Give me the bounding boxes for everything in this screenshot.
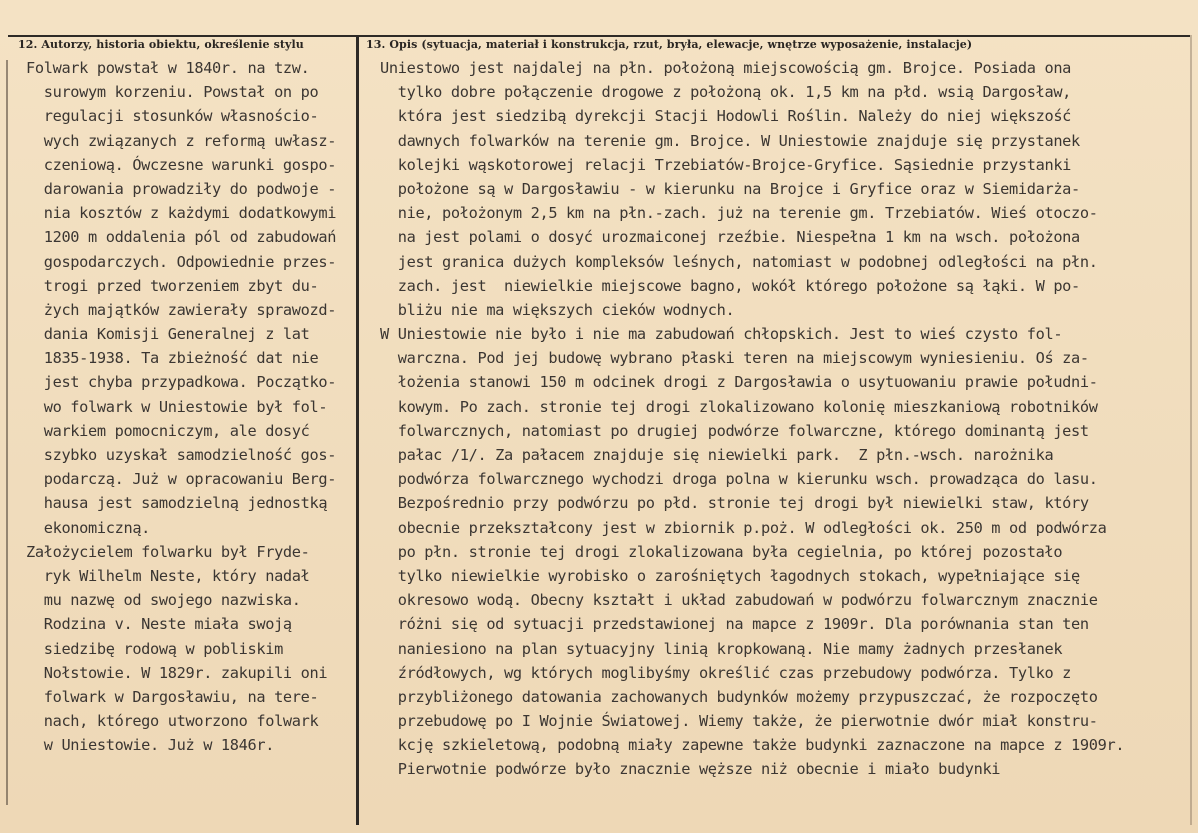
history-text-column <box>26 56 351 757</box>
column-divider <box>356 35 359 825</box>
description-text-line: podwórza folwarcznego wychodzi droga polna w kierunku wsch. prowadząca do lasu. <box>380 470 1098 489</box>
description-text-line: pałac /1/. Za pałacem znajduje się niewielki park. Z płn.-wsch. narożnika <box>380 446 1054 464</box>
history-text-line: Założycielem folwarku był Fryde- <box>26 542 310 561</box>
description-text-line: Bezpośrednio przy podwórzu po płd. stronie tej drogi był niewielki staw, który <box>380 494 1089 513</box>
right-margin-line <box>1190 35 1192 825</box>
description-text-line: jest granica dużych kompleksów leśnych, natomiast w podobnej odległości na płn. <box>380 252 1098 271</box>
description-text-line: przebudowę po I Wojnie Światowej. Wiemy także, że pierwotnie dwór miał konstru- <box>380 712 1098 731</box>
section-12-header: 12. Autorzy, historia obiektu, określenie stylu <box>18 38 304 51</box>
description-text-line: tylko dobre połączenie drogowe z położoną ok. 1,5 km na płd. wsią Dargosław, <box>380 83 1072 102</box>
description-text-line: folwarcznych, natomiast po drugiej podwórze folwarczne, którego dominantą jest <box>380 421 1089 440</box>
description-text-line: która jest siedzibą dyrekcji Stacji Hodowli Roślin. Należy do niej większość <box>380 107 1072 126</box>
history-text-line: podarczą. Już w opracowaniu Berg- <box>26 470 337 489</box>
description-text-line: łożenia stanowi 150 m odcinek drogi z Dargosławia o usytuowaniu prawie południ- <box>380 373 1098 392</box>
history-text-line: Nołstowie. W 1829r. zakupili oni <box>26 663 328 682</box>
history-text-line: szybko uzyskał samodzielność gos- <box>26 446 337 464</box>
history-text-line: folwark w Dargosławiu, na tere- <box>26 687 319 706</box>
description-text-line: różni się od sytuacji przedstawionej na mapce z 1909r. Dla porównania stan ten <box>380 615 1089 634</box>
description-text-line: obecnie przekształcony jest w zbiornik p.poż. W odległości ok. 250 m od podwórza <box>380 518 1107 537</box>
description-text-line: przybliżonego datowania zachowanych budynków możemy przypuszczać, że rozpoczęto <box>380 687 1098 706</box>
history-text-line: trogi przed tworzeniem zbyt du- <box>26 276 319 295</box>
description-text-line: Uniestowo jest najdalej na płn. położoną miejscowością gm. Brojce. Posiada ona <box>380 59 1072 77</box>
history-text-line: dania Komisji Generalnej z lat <box>26 325 310 344</box>
top-rule <box>8 35 1190 37</box>
history-text-line: ryk Wilhelm Neste, który nadał <box>26 566 310 585</box>
history-text-line: w Uniestowie. Już w 1846r. <box>26 736 275 755</box>
description-text-line: W Uniestowie nie było i nie ma zabudowań chłopskich. Jest to wieś czysto fol- <box>380 325 1063 344</box>
description-text-line: nie, położonym 2,5 km na płn.-zach. już na terenie gm. Trzebiatów. Wieś otoczo- <box>380 204 1098 223</box>
description-text-line: dawnych folwarków na terenie gm. Brojce. W Uniestowie znajduje się przystanek <box>380 131 1080 150</box>
description-text-column <box>380 56 1190 782</box>
history-text-line: surowym korzeniu. Powstał on po <box>26 83 319 102</box>
description-text-line: naniesiono na plan sytuacyjny linią kropkowaną. Nie mamy żadnych przesłanek <box>380 639 1063 658</box>
history-text-line: hausa jest samodzielną jednostką <box>26 494 328 513</box>
description-text-line: kcję szkieletową, podobną miały zapewne także budynki zaznaczone na mapce z 1909r. <box>380 736 1125 755</box>
description-text-line: kowym. Po zach. stronie tej drogi zlokalizowano kolonię mieszkaniową robotników <box>380 397 1098 416</box>
history-text-line: gospodarczych. Odpowiednie przes- <box>26 252 337 271</box>
history-text-line: darowania prowadziły do podwoje - <box>26 179 337 198</box>
description-text-line: na jest polami o dosyć urozmaiconej rzeźbie. Niespełna 1 km na wsch. położona <box>380 228 1080 247</box>
history-text-line: nia kosztów z każdymi dodatkowymi <box>26 204 337 223</box>
left-margin-line <box>6 60 8 805</box>
description-text-line: położone są w Dargosławiu - w kierunku na Brojce i Gryfice oraz w Siemidarża- <box>380 179 1080 198</box>
description-text-line: zach. jest niewielkie miejscowe bagno, wokół którego położone są łąki. W po- <box>380 276 1080 295</box>
history-text-line: mu nazwę od swojego nazwiska. <box>26 591 301 610</box>
history-text-line: wo folwark w Uniestowie był fol- <box>26 397 328 416</box>
history-text-line: czeniową. Ówczesne warunki gospo- <box>26 155 337 174</box>
history-text-line: warkiem pomocniczym, ale dosyć <box>26 421 310 440</box>
history-text-line: ekonomiczną. <box>26 518 151 537</box>
description-text-line: okresowo wodą. Obecny kształt i układ zabudowań w podwórzu folwarcznym znacznie <box>380 591 1098 610</box>
description-text-line: po płn. stronie tej drogi zlokalizowana była cegielnia, po której pozostało <box>380 542 1063 561</box>
description-text-line: źródłowych, wg których moglibyśmy określić czas przebudowy podwórza. Tylko z <box>380 663 1072 682</box>
history-text-line: 1200 m oddalenia pól od zabudowań <box>26 228 337 247</box>
description-text-line: warczna. Pod jej budowę wybrano płaski teren na miejscowym wyniesieniu. Oś za- <box>380 349 1089 368</box>
history-text-line: Rodzina v. Neste miała swoją <box>26 615 292 634</box>
history-text-line: regulacji stosunków własnościo- <box>26 107 319 126</box>
history-text-line: 1835-1938. Ta zbieżność dat nie <box>26 349 319 368</box>
section-13-header: 13. Opis (sytuacja, materiał i konstrukcja, rzut, bryła, elewacje, wnętrze wyposażenie, instalacje) <box>366 38 973 51</box>
history-text-line: Folwark powstał w 1840r. na tzw. <box>26 59 310 77</box>
description-text-line: bliżu nie ma większych cieków wodnych. <box>380 300 735 319</box>
history-text-line: wych związanych z reformą uwłasz- <box>26 131 337 150</box>
description-text-line: Pierwotnie podwórze było znacznie węższe niż obecnie i miało budynki <box>380 760 1001 779</box>
history-text-line: nach, którego utworzono folwark <box>26 712 319 731</box>
history-text-line: jest chyba przypadkowa. Początko- <box>26 373 337 392</box>
description-text-line: tylko niewielkie wyrobisko o zarośniętych łagodnych stokach, wypełniające się <box>380 566 1080 585</box>
history-text-line: siedzibę rodową w pobliskim <box>26 639 283 658</box>
history-text-line: żych majątków zawierały sprawozd- <box>26 300 337 319</box>
description-text-line: kolejki wąskotorowej relacji Trzebiatów-Brojce-Gryfice. Sąsiednie przystanki <box>380 155 1072 174</box>
